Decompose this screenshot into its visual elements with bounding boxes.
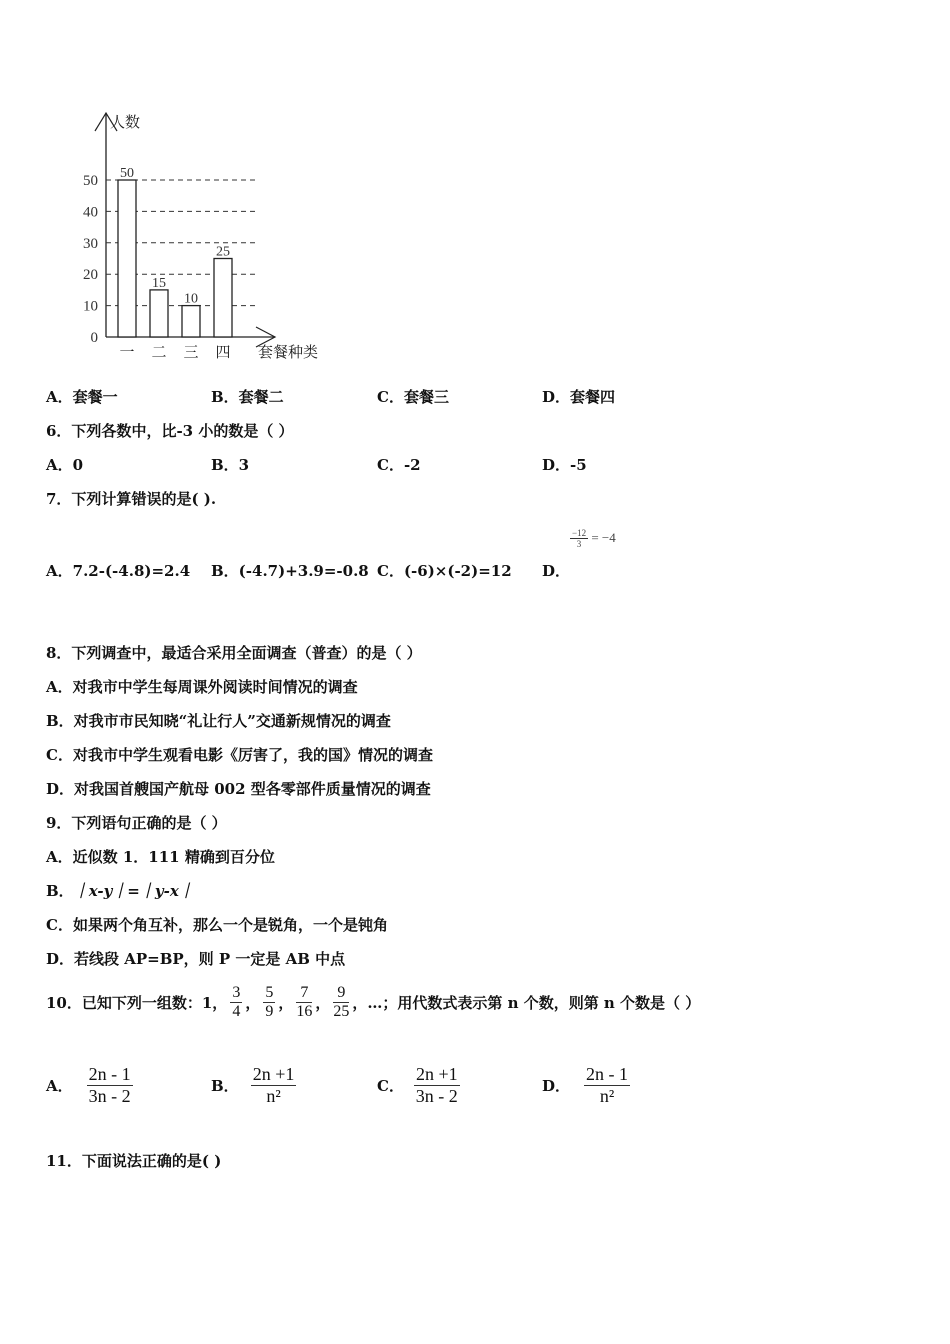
y-tick-label: 0 <box>90 330 98 346</box>
y-tick-label: 40 <box>83 204 98 221</box>
bar <box>214 259 232 338</box>
bar <box>182 306 200 337</box>
bar <box>118 180 136 337</box>
x-tick-label: 一 <box>119 345 135 361</box>
q8-stem: 8．下列调查中，最适合采用全面调查（普查）的是（ ） <box>46 644 422 662</box>
q6-option-c: C．-2 <box>377 456 421 474</box>
q7-option-d-formula: $\frac{-12}{3}$ = −4 <box>572 528 616 550</box>
y-tick-label: 10 <box>83 298 98 315</box>
q9-option-d: D．若线段 AP=BP，则 P 一定是 AB 中点 <box>46 950 346 968</box>
x-axis-label: 套餐种类 <box>258 345 319 361</box>
q6-option-d: D．-5 <box>542 456 587 474</box>
q9-stem: 9．下列语句正确的是（ ） <box>46 814 227 832</box>
q5-option-b: B．套餐二 <box>211 388 284 406</box>
q8-option-a: A．对我市中学生每周课外阅读时间情况的调查 <box>46 678 358 696</box>
bar-data-label: 10 <box>184 291 198 307</box>
y-tick-label: 30 <box>83 235 98 252</box>
q6-option-b: B．3 <box>211 456 250 474</box>
q10-option-a: A． $\frac{2n - 1}{3n - 2}$ <box>46 1064 131 1106</box>
x-tick-label: 四 <box>215 345 231 361</box>
bar-data-label: 50 <box>120 166 134 181</box>
x-tick-label: 三 <box>183 345 199 361</box>
q7-option-c: C．(-6)×(-2)=12 <box>377 562 512 580</box>
q7-stem: 7．下列计算错误的是( ). <box>46 490 217 508</box>
q10-option-b: B． $\frac{2n +1}{\text{n²}}$ <box>211 1064 295 1106</box>
q9-option-c: C．如果两个角互补，那么一个是锐角，一个是钝角 <box>46 916 388 934</box>
q7-option-d-label: D． <box>542 562 571 580</box>
q5-option-c: C．套餐三 <box>377 388 449 406</box>
q8-option-d: D．对我国首艘国产航母 002 型各零部件质量情况的调查 <box>46 780 431 798</box>
q10-option-d: D． $\frac{2n - 1}{\text{n²}}$ <box>542 1064 629 1106</box>
y-tick-label: 50 <box>83 173 98 189</box>
q6-option-a: A．0 <box>46 456 84 474</box>
q6-stem: 6．下列各数中，比-3 小的数是（ ） <box>46 422 294 440</box>
q8-option-c: C．对我市中学生观看电影《厉害了，我的国》情况的调查 <box>46 746 433 764</box>
q8-option-b: B．对我市市民知晓“礼让行人”交通新规情况的调查 <box>46 712 391 730</box>
x-tick-label: 二 <box>151 345 167 361</box>
q9-option-b: B．｜x-y｜=｜y-x｜ <box>46 882 194 900</box>
y-tick-label: 20 <box>83 267 98 284</box>
bar-chart <box>70 105 330 365</box>
q7-option-b: B．(-4.7)+3.9=-0.8 <box>211 562 369 580</box>
y-axis-label: 人数 <box>110 115 141 131</box>
q5-option-a: A．套餐一 <box>46 388 118 406</box>
bar-data-label: 15 <box>152 275 166 291</box>
q5-option-d: D．套餐四 <box>542 388 616 406</box>
q7-option-a: A．7.2-(-4.8)=2.4 <box>46 562 191 580</box>
q10-option-c: C． $\frac{2n +1}{3n - 2}$ <box>377 1064 458 1106</box>
q11-stem: 11．下面说法正确的是( ) <box>46 1152 222 1170</box>
q9-option-a: A．近似数 1．111 精确到百分位 <box>46 848 275 866</box>
bar <box>150 290 168 337</box>
bar-data-label: 25 <box>216 244 230 260</box>
q10-stem: 10．已知下列一组数：1， $\frac{3}{4}$ ， $\frac{5}{9}$ ， $\frac{7}{16}$ ， $\frac{9}{25}$ ，…；用代数式表示第 n 个数，则第 n 个数是（ ） <box>46 984 701 1021</box>
